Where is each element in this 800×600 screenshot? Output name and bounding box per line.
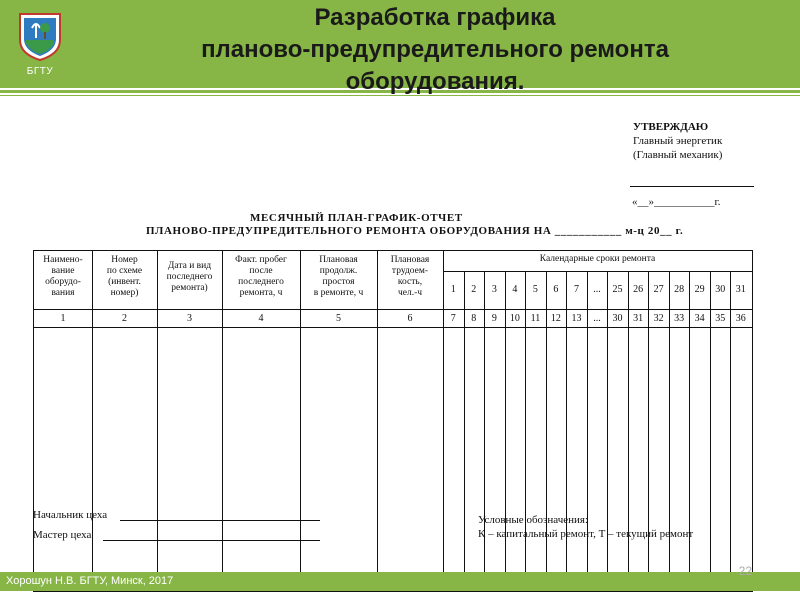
header-calendar: Календарные сроки ремонта <box>539 254 656 264</box>
calendar-day: ... <box>593 284 601 295</box>
column-number: 32 <box>653 313 664 324</box>
calendar-day: 4 <box>512 284 518 295</box>
column-number: 8 <box>471 313 477 324</box>
calendar-day: 5 <box>532 284 538 295</box>
approval-date: «__»___________г. <box>632 196 721 208</box>
legend-title: Условные обозначения: <box>478 514 589 526</box>
column-number: 10 <box>509 313 520 324</box>
calendar-day: 7 <box>573 284 579 295</box>
slide-title <box>90 2 780 98</box>
shop-head-signature-line <box>120 520 320 521</box>
column-number: 13 <box>571 313 582 324</box>
calendar-day: 27 <box>653 284 664 295</box>
calendar-day: 26 <box>633 284 644 295</box>
calendar-day: 6 <box>553 284 559 295</box>
column-number: 34 <box>694 313 705 324</box>
column-number: 33 <box>674 313 685 324</box>
column-number: 2 <box>122 313 127 324</box>
column-number: 3 <box>187 313 192 324</box>
calendar-header-line <box>443 271 752 272</box>
approval-title: УТВЕРЖДАЮ <box>633 121 709 133</box>
header-downtime: Плановая продолж. простоя в ремонте, ч <box>313 255 364 298</box>
table-vline <box>377 251 378 591</box>
form-subtitle: ПЛАНОВО-ПРЕДУПРЕДИТЕЛЬНОГО РЕМОНТА ОБОРУДОВАНИЯ НА ___________ м-ц 20__ г. <box>146 225 684 237</box>
approval-position-2: (Главный механик) <box>633 149 723 161</box>
column-number: 12 <box>550 313 561 324</box>
table-vline <box>92 251 93 591</box>
header-run-time: Факт. пробег после последнего ремонта, ч <box>235 255 287 298</box>
column-number: 35 <box>715 313 726 324</box>
column-number: 31 <box>633 313 644 324</box>
master-label: Мастер цеха <box>33 529 92 541</box>
logo-label: БГТУ <box>26 66 54 77</box>
footer-author: Хорошун Н.В. БГТУ, Минск, 2017 <box>6 575 174 587</box>
approval-block <box>633 120 722 162</box>
document-form <box>0 100 800 570</box>
column-number: ... <box>593 313 601 324</box>
calendar-day: 31 <box>735 284 746 295</box>
header-labor: Плановая трудоем- кость, чел.-ч <box>390 255 430 298</box>
legend-text: К – капитальный ремонт, Т – текущий ремонт <box>478 528 694 540</box>
university-crest-icon <box>14 10 66 62</box>
table-hline <box>34 309 752 310</box>
title-line-1: Разработка графика <box>314 4 556 31</box>
column-number: 30 <box>612 313 623 324</box>
calendar-day: 25 <box>612 284 623 295</box>
calendar-day: 29 <box>694 284 705 295</box>
column-number: 6 <box>407 313 413 324</box>
calendar-day: 28 <box>674 284 685 295</box>
form-title: МЕСЯЧНЫЙ ПЛАН-ГРАФИК-ОТЧЕТ <box>250 212 463 224</box>
title-line-2: планово-предупредительного ремонта <box>201 36 669 63</box>
column-number: 5 <box>336 313 341 324</box>
column-number: 9 <box>491 313 497 324</box>
column-number: 7 <box>450 313 456 324</box>
column-number: 1 <box>60 313 66 324</box>
slide-number: 22 <box>738 564 752 578</box>
table-hline <box>34 327 752 328</box>
table-vline <box>443 251 444 591</box>
column-number: 11 <box>530 313 541 324</box>
calendar-day: 1 <box>450 284 456 295</box>
header-equipment: Наимено- вание оборудо- вания <box>43 255 83 298</box>
calendar-day: 2 <box>471 284 477 295</box>
approval-position-1: Главный энергетик <box>633 135 723 147</box>
approval-signature-line <box>630 186 754 187</box>
header-last-repair: Дата и вид последнего ремонта) <box>166 261 213 293</box>
calendar-day: 3 <box>491 284 497 295</box>
title-line-3: оборудования. <box>345 68 525 95</box>
header-number: Номер по схеме (инвент. номер) <box>106 255 143 298</box>
master-signature-line <box>103 540 320 541</box>
shop-head-label: Начальник цеха <box>33 509 108 521</box>
calendar-day: 30 <box>715 284 726 295</box>
column-number: 36 <box>735 313 746 324</box>
column-number: 4 <box>258 313 264 324</box>
